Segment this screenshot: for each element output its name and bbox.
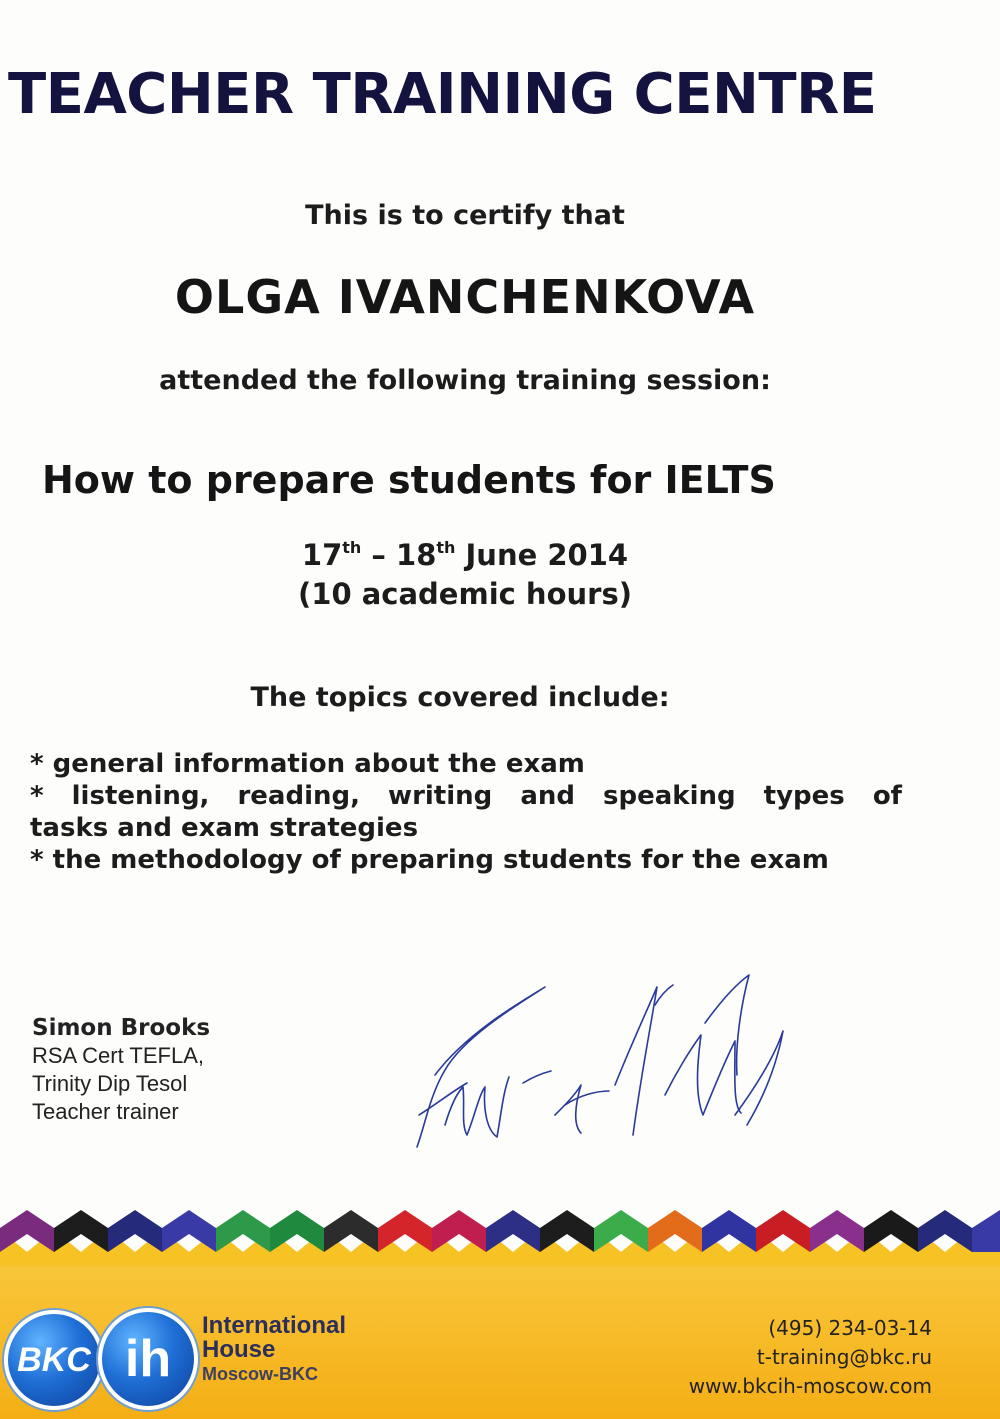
topic-item-continuation: tasks and exam strategies	[30, 813, 419, 843]
signer-credential: Trinity Dip Tesol	[32, 1071, 188, 1096]
phone-number: (495) 234-03-14	[768, 1316, 932, 1340]
academic-hours: (10 academic hours)	[298, 577, 632, 611]
session-title: How to prepare students for IELTS	[42, 458, 776, 502]
org-line-1: International	[202, 1312, 347, 1339]
website-url: www.bkcih-moscow.com	[688, 1374, 932, 1398]
organization-name	[202, 1314, 346, 1386]
end-day-suffix: th	[436, 538, 456, 557]
topics-heading: The topics covered include:	[250, 682, 670, 713]
contact-info	[689, 1314, 932, 1401]
org-line-3: Moscow-BKC	[202, 1364, 318, 1384]
signer-name: Simon Brooks	[32, 1015, 211, 1041]
org-line-2: House	[202, 1336, 276, 1363]
topic-item: * the methodology of preparing students for the exam	[30, 845, 829, 875]
bkc-logo: BKC	[4, 1310, 104, 1410]
topic-item: * general information about the exam	[30, 749, 585, 779]
certify-line: This is to certify that	[305, 200, 625, 231]
certificate-heading: TEACHER TRAINING CENTRE	[8, 62, 877, 127]
email-address: t-training@bkc.ru	[756, 1345, 932, 1369]
signer-block	[32, 1014, 210, 1126]
handwritten-signature	[405, 965, 805, 1165]
signer-credential: RSA Cert TEFLA,	[32, 1043, 204, 1068]
ih-logo: ih	[98, 1308, 198, 1410]
end-day: 18	[396, 538, 437, 572]
session-dates	[0, 538, 930, 572]
start-day-suffix: th	[342, 538, 362, 557]
topic-item: * listening, reading, writing and speaking types of	[30, 781, 902, 811]
month-year: June 2014	[455, 538, 629, 572]
recipient-name: OLGA IVANCHENKOVA	[174, 270, 756, 324]
topics-list	[30, 748, 902, 876]
attended-line: attended the following training session:	[159, 365, 771, 396]
date-separator: –	[361, 538, 397, 572]
signer-role: Teacher trainer	[32, 1099, 179, 1124]
start-day: 17	[301, 538, 343, 572]
